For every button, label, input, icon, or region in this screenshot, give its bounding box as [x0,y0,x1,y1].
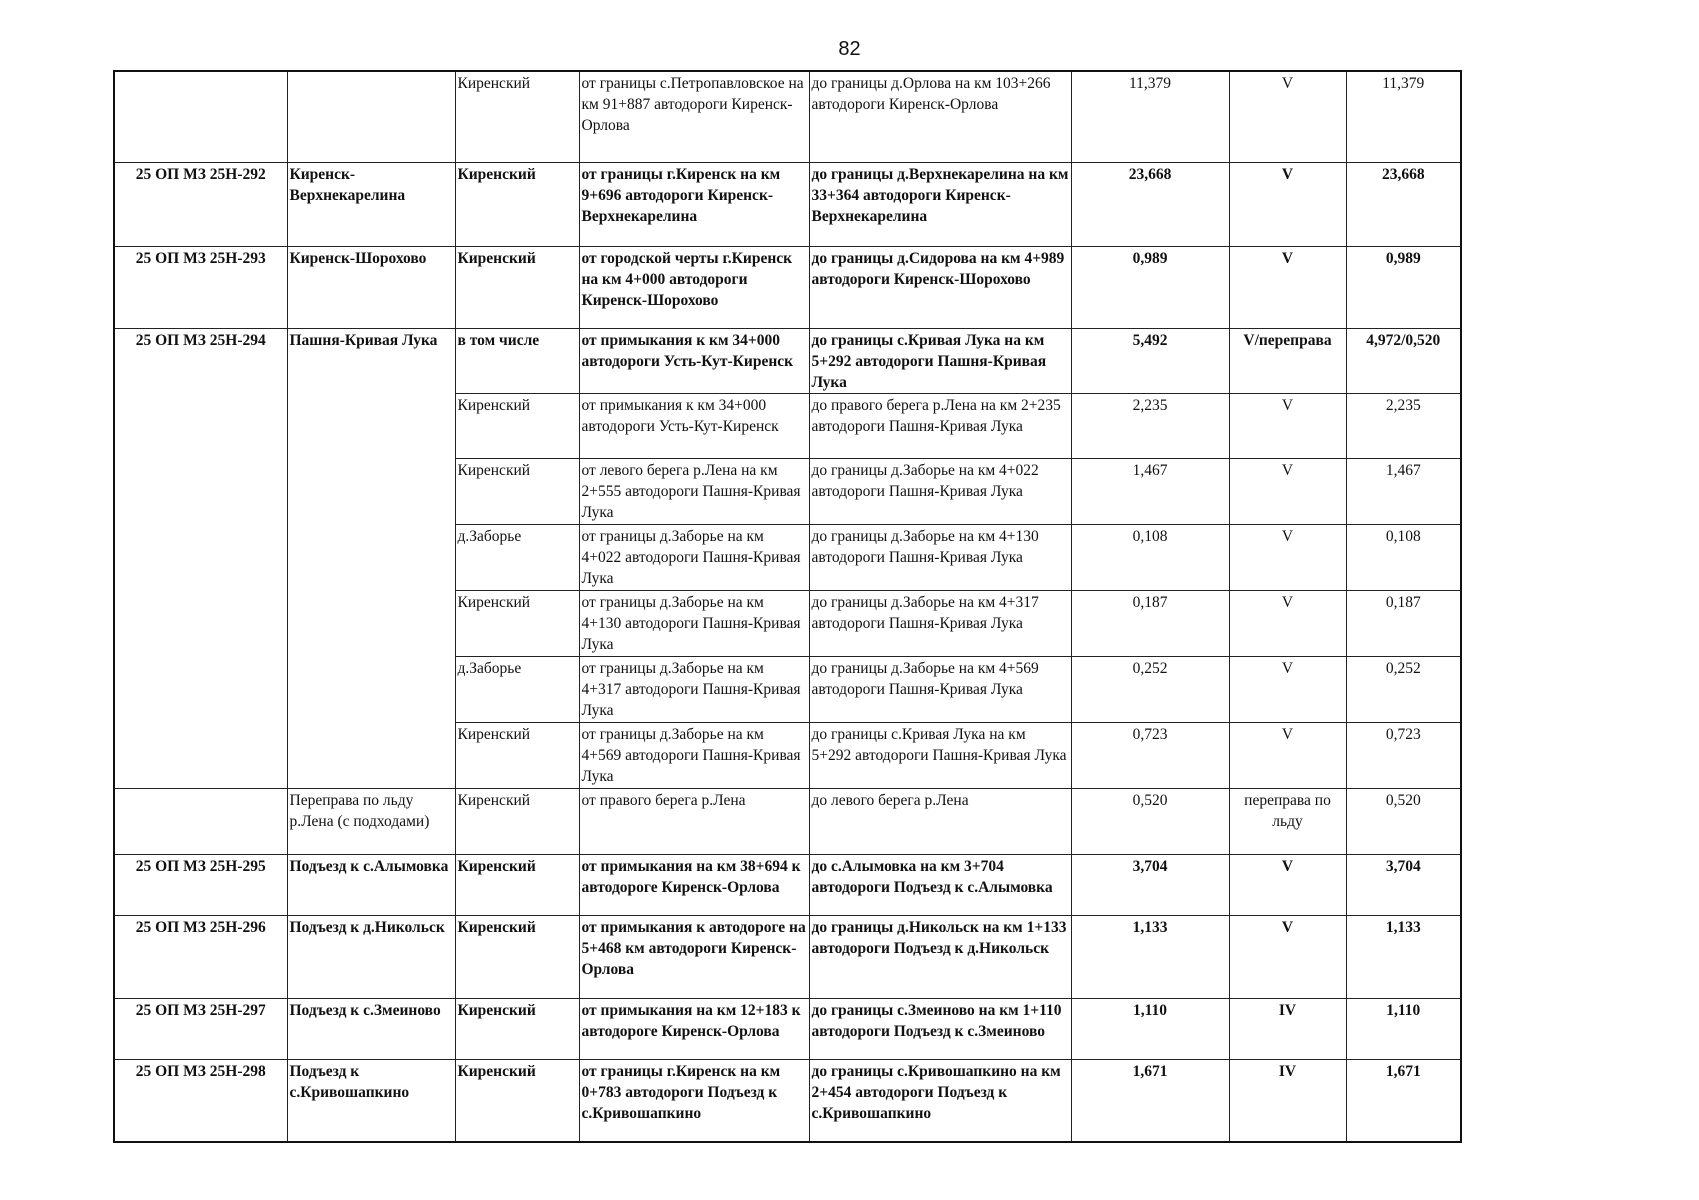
from-cell: от границы д.Заборье на км 4+022 автодороги Пашня-Кривая Лука [579,524,809,590]
category-cell: V [1229,246,1346,328]
category-cell: V [1229,71,1346,162]
road-name-cell: Киренск-Верхнекарелина [287,162,455,246]
category-cell: переправа по льду [1229,788,1346,854]
road-name-cell: Переправа по льду р.Лена (с подходами) [287,788,455,854]
from-cell: от левого берега р.Лена на км 2+555 автодороги Пашня-Кривая Лука [579,458,809,524]
length-cell: 0,723 [1071,722,1229,788]
from-cell: от примыкания к автодороге на 5+468 км автодороги Киренск-Орлова [579,915,809,998]
table-row [114,328,1461,393]
length-cell: 1,467 [1071,458,1229,524]
to-cell: до границы д.Верхнекарелина на км 33+364 автодороги Киренск-Верхнекарелина [809,162,1071,246]
length-cell: 1,133 [1071,915,1229,998]
length-cell: 1,110 [1071,998,1229,1059]
road-code-cell: 25 ОП МЗ 25Н-297 [114,998,287,1059]
length-cell: 0,989 [1071,246,1229,328]
to-cell: до границы с.Кривая Лука на км 5+292 автодороги Пашня-Кривая Лука [809,722,1071,788]
category-cell: IV [1229,998,1346,1059]
length-cell: 3,704 [1071,854,1229,915]
category-cell: V [1229,393,1346,458]
district-cell: Киренский [455,915,579,998]
total-cell: 0,252 [1346,656,1461,722]
length-cell: 23,668 [1071,162,1229,246]
district-cell: Киренский [455,998,579,1059]
length-cell: 0,108 [1071,524,1229,590]
to-cell: до с.Алымовка на км 3+704 автодороги Подъезд к с.Алымовка [809,854,1071,915]
total-cell: 11,379 [1346,71,1461,162]
from-cell: от примыкания на км 38+694 к автодороге Киренск-Орлова [579,854,809,915]
roads-table [113,70,1462,1143]
category-cell: V [1229,524,1346,590]
table-row [114,998,1461,1059]
total-cell: 1,133 [1346,915,1461,998]
category-cell: V [1229,458,1346,524]
length-cell: 5,492 [1071,328,1229,393]
from-cell: от примыкания к км 34+000 автодороги Усть-Кут-Киренск [579,393,809,458]
from-cell: от границы г.Киренск на км 0+783 автодороги Подъезд к с.Кривошапкино [579,1059,809,1142]
total-cell: 2,235 [1346,393,1461,458]
from-cell: от границы г.Киренск на км 9+696 автодороги Киренск-Верхнекарелина [579,162,809,246]
road-name-cell: Подъезд к с.Кривошапкино [287,1059,455,1142]
category-cell: V [1229,854,1346,915]
from-cell: от границы с.Петропавловское на км 91+887 автодороги Киренск-Орлова [579,71,809,162]
length-cell: 1,671 [1071,1059,1229,1142]
from-cell: от примыкания на км 12+183 к автодороге Киренск-Орлова [579,998,809,1059]
total-cell: 1,110 [1346,998,1461,1059]
total-cell: 3,704 [1346,854,1461,915]
from-cell: от примыкания к км 34+000 автодороги Усть-Кут-Киренск [579,328,809,393]
to-cell: до границы д.Заборье на км 4+130 автодороги Пашня-Кривая Лука [809,524,1071,590]
road-code-cell: 25 ОП МЗ 25Н-294 [114,328,287,788]
category-cell: IV [1229,1059,1346,1142]
district-cell: Киренский [455,162,579,246]
district-cell: Киренский [455,458,579,524]
total-cell: 0,187 [1346,590,1461,656]
road-name-cell: Подъезд к с.Алымовка [287,854,455,915]
road-code-cell: 25 ОП МЗ 25Н-292 [114,162,287,246]
road-code-cell: 25 ОП МЗ 25Н-298 [114,1059,287,1142]
table-row [114,246,1461,328]
category-cell: V [1229,656,1346,722]
district-cell: Киренский [455,854,579,915]
road-code-cell: 25 ОП МЗ 25Н-293 [114,246,287,328]
from-cell: от границы д.Заборье на км 4+569 автодороги Пашня-Кривая Лука [579,722,809,788]
category-cell: V [1229,722,1346,788]
total-cell: 0,520 [1346,788,1461,854]
district-cell: Киренский [455,246,579,328]
length-cell: 0,520 [1071,788,1229,854]
total-cell: 1,671 [1346,1059,1461,1142]
length-cell: 0,187 [1071,590,1229,656]
district-cell: Киренский [455,1059,579,1142]
total-cell: 0,108 [1346,524,1461,590]
table-row [114,1059,1461,1142]
to-cell: до границы с.Змеиново на км 1+110 автодороги Подъезд к с.Змеиново [809,998,1071,1059]
district-cell: Киренский [455,71,579,162]
to-cell: до границы с.Кривая Лука на км 5+292 автодороги Пашня-Кривая Лука [809,328,1071,393]
total-cell: 1,467 [1346,458,1461,524]
district-cell: д.Заборье [455,524,579,590]
to-cell: до границы д.Сидорова на км 4+989 автодороги Киренск-Шорохово [809,246,1071,328]
table-row [114,71,1461,162]
table-row [114,788,1461,854]
road-name-cell [287,71,455,162]
district-cell: Киренский [455,722,579,788]
district-cell: Киренский [455,393,579,458]
to-cell: до левого берега р.Лена [809,788,1071,854]
category-cell: V/переправа [1229,328,1346,393]
from-cell: от границы д.Заборье на км 4+317 автодороги Пашня-Кривая Лука [579,656,809,722]
road-code-cell: 25 ОП МЗ 25Н-295 [114,854,287,915]
district-cell: Киренский [455,590,579,656]
to-cell: до границы д.Заборье на км 4+022 автодороги Пашня-Кривая Лука [809,458,1071,524]
to-cell: до правого берега р.Лена на км 2+235 автодороги Пашня-Кривая Лука [809,393,1071,458]
to-cell: до границы с.Кривошапкино на км 2+454 автодороги Подъезд к с.Кривошапкино [809,1059,1071,1142]
district-cell: д.Заборье [455,656,579,722]
category-cell: V [1229,162,1346,246]
page-number: 82 [838,38,861,60]
road-code-cell: 25 ОП МЗ 25Н-296 [114,915,287,998]
to-cell: до границы д.Заборье на км 4+317 автодороги Пашня-Кривая Лука [809,590,1071,656]
total-cell: 4,972/0,520 [1346,328,1461,393]
from-cell: от правого берега р.Лена [579,788,809,854]
length-cell: 0,252 [1071,656,1229,722]
from-cell: от городской черты г.Киренск на км 4+000 автодороги Киренск-Шорохово [579,246,809,328]
road-code-cell [114,71,287,162]
road-name-cell: Подъезд к д.Никольск [287,915,455,998]
road-code-cell [114,788,287,854]
to-cell: до границы д.Орлова на км 103+266 автодороги Киренск-Орлова [809,71,1071,162]
road-name-cell: Киренск-Шорохово [287,246,455,328]
total-cell: 0,989 [1346,246,1461,328]
district-cell: Киренский [455,788,579,854]
table-row [114,162,1461,246]
to-cell: до границы д.Заборье на км 4+569 автодороги Пашня-Кривая Лука [809,656,1071,722]
from-cell: от границы д.Заборье на км 4+130 автодороги Пашня-Кривая Лука [579,590,809,656]
road-name-cell: Подъезд к с.Змеиново [287,998,455,1059]
total-cell: 23,668 [1346,162,1461,246]
to-cell: до границы д.Никольск на км 1+133 автодороги Подъезд к д.Никольск [809,915,1071,998]
length-cell: 2,235 [1071,393,1229,458]
table-row [114,854,1461,915]
road-name-cell: Пашня-Кривая Лука [287,328,455,788]
total-cell: 0,723 [1346,722,1461,788]
category-cell: V [1229,915,1346,998]
district-cell: в том числе [455,328,579,393]
table-row [114,915,1461,998]
category-cell: V [1229,590,1346,656]
length-cell: 11,379 [1071,71,1229,162]
